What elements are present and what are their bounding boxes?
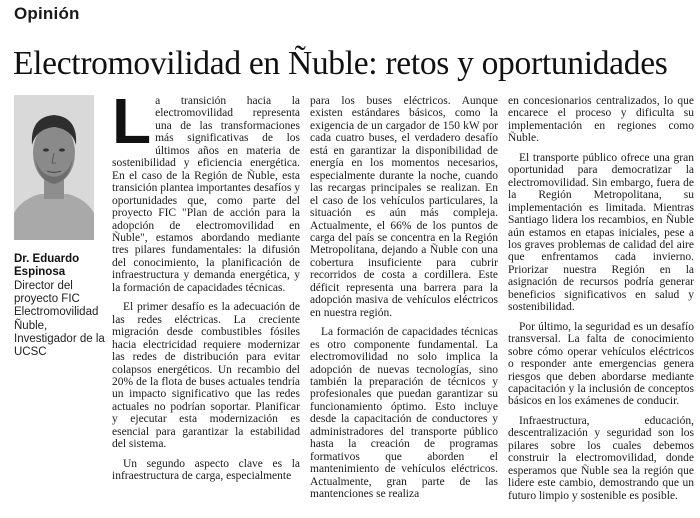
drop-cap: L: [112, 95, 152, 157]
headline: Electromovilidad en Ñuble: retos y oportunidades: [13, 45, 668, 82]
paragraph-text: a transición hacia la electromovilidad representa una de las transformaciones más significativas de los últimos años en materia de sostenibilidad y eficiencia energética. En el caso de la Región de Ñuble, esta transición plantea importantes desafíos y oportunidades que, como parte del proyecto FIC "Plan de acción para la adopción de electromovilidad en Ñuble", estamos abordando mediante tres pilares fundamentales: la difusión del conocimiento, la planificación de infraestructura y demanda energética, y la formación de capacidades técnicas.: [112, 95, 300, 294]
paragraph: Un segundo aspecto clave es la infraestructura de carga, especialmente: [112, 457, 300, 483]
paragraph: El transporte público ofrece una gran oportunidad para democratizar la electromovilidad. Sin embargo, fuera de la Región Metropolitana, su implementación es limitada. Mientras Santiago lidera los recambios, en Ñuble aún estamos en etapas iniciales, pese a los graves problemas de calidad del aire que enfrentamos cada invierno. Priorizar nuestra Región en la asignación de recursos podría generar beneficios significativos en salud y sostenibilidad.: [508, 151, 694, 314]
author-portrait-image: [14, 95, 94, 240]
paragraph: para los buses eléctricos. Aunque existen estándares básicos, como la exigencia de un cargador de 150 kW por cada cuatro buses, el verdadero desafío está en garantizar la disponibilidad de energía en los momentos necesarios, especialmente durante la noche, cuando las recargas principales se realizan. En el caso de los vehículos particulares, la situación es aún más compleja. Actualmente, el 66% de los puntos de carga del país se concentra en la Región Metropolitana, dejando a Ñuble con una cobertura insuficiente para cubrir recorridos de costa a cordillera. Este déficit representa una barrera para la adopción masiva de vehículos eléctricos en nuestra región.: [310, 95, 498, 319]
article-column-1: [112, 95, 300, 515]
section-label: Opinión: [14, 4, 80, 23]
author-name: Dr. Eduardo Espinosa: [14, 253, 80, 278]
author-credit: [14, 253, 106, 359]
author-role: Director del proyecto FIC Electromovilidad Ñuble, Investigador de la UCSC: [14, 280, 105, 359]
paragraph: La formación de capacidades técnicas es otro componente fundamental. La electromovilidad no solo implica la adopción de nuevas tecnologías, sino también la preparación de técnicos y profesionales que puedan garantizar su funcionamiento óptimo. Esto incluye desde la capacitación de conductores y administradores del transporte público hasta la creación de programas formativos que aborden el mantenimiento de vehículos eléctricos. Actualmente, gran parte de las mantenciones se realiza: [310, 326, 498, 501]
article-column-2: [310, 95, 498, 515]
article-column-3: [508, 95, 694, 515]
author-photo: [14, 95, 94, 240]
paragraph: Por último, la seguridad es un desafío transversal. La falta de conocimiento sobre cómo operar vehículos eléctricos o responder ante emergencias genera riesgos que deben abordarse mediante capacitación y la inclusión de conceptos básicos en los exámenes de conducir.: [508, 320, 694, 408]
paragraph: Infraestructura, educación, descentralización y seguridad son los pilares sobre los cuales debemos construir la electromovilidad, donde esperamos que Ñuble sea la región que lidere este cambio, demostrando que un futuro limpio y sostenible es posible.: [508, 414, 694, 502]
paragraph: [112, 95, 300, 294]
paragraph: en concesionarios centralizados, lo que encarece el proceso y dificulta su implementación en regiones como Ñuble.: [508, 95, 694, 145]
paragraph: El primer desafío es la adecuación de las redes eléctricas. La creciente migración desde combustibles fósiles hacia electricidad requiere modernizar las redes de distribución para evitar colapsos energéticos. Un recambio del 20% de la flota de buses actuales tendría un impacto significativo que las redes actuales no podrían soportar. Planificar y ejecutar esta modernización es esencial para garantizar la estabilidad del sistema.: [112, 301, 300, 451]
